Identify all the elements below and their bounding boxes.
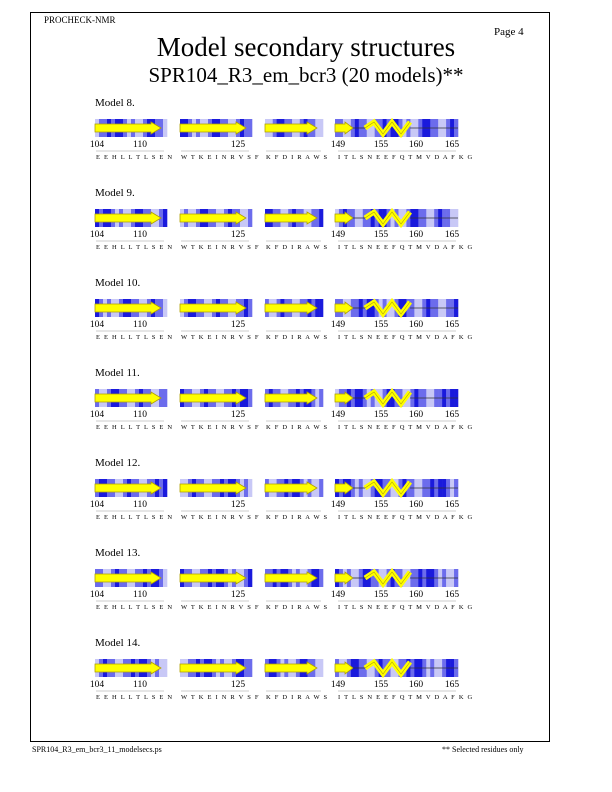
residue-number: 165 bbox=[444, 500, 460, 510]
model-label: Model 10. bbox=[95, 277, 141, 289]
residue-number: 125 bbox=[230, 680, 246, 690]
residue-number: 149 bbox=[330, 590, 346, 600]
model-row bbox=[90, 637, 474, 701]
strand-arrow bbox=[95, 302, 161, 314]
residue-sequence: I T L S N E E F Q T M V D A F K G bbox=[338, 424, 474, 431]
model-row bbox=[90, 97, 474, 161]
residue-number: 110 bbox=[133, 410, 147, 420]
residue-number: 160 bbox=[408, 320, 424, 330]
shading-cell bbox=[248, 569, 252, 587]
page-number: Page 4 bbox=[494, 26, 524, 38]
strand-arrow bbox=[265, 662, 317, 674]
strand-arrow bbox=[180, 122, 246, 134]
model-label: Model 9. bbox=[95, 187, 135, 199]
residue-number: 165 bbox=[444, 320, 460, 330]
residue-number: 155 bbox=[373, 500, 389, 510]
residue-number: 110 bbox=[133, 140, 147, 150]
shading-cell bbox=[163, 569, 167, 587]
residue-number: 165 bbox=[444, 590, 460, 600]
residue-number: 104 bbox=[89, 500, 105, 510]
residue-number: 160 bbox=[408, 500, 424, 510]
shading-cell bbox=[319, 299, 323, 317]
residue-sequence: I T L S N E E F Q T M V D A F K G bbox=[338, 154, 474, 161]
residue-number: 110 bbox=[133, 320, 147, 330]
residue-number: 104 bbox=[89, 320, 105, 330]
page-title: Model secondary structures bbox=[156, 32, 456, 62]
model-label: Model 8. bbox=[95, 97, 135, 109]
residue-sequence: K F D I R A W S bbox=[266, 514, 329, 521]
residue-number: 149 bbox=[330, 410, 346, 420]
residue-number: 160 bbox=[408, 230, 424, 240]
residue-number: 125 bbox=[230, 590, 246, 600]
model-row bbox=[90, 277, 474, 341]
residue-number: 110 bbox=[133, 500, 147, 510]
shading-cell bbox=[163, 299, 167, 317]
footer-note: ** Selected residues only bbox=[442, 745, 524, 754]
residue-sequence: I T L S N E E F Q T M V D A F K G bbox=[338, 244, 474, 251]
residue-number: 155 bbox=[373, 680, 389, 690]
residue-number: 155 bbox=[373, 590, 389, 600]
residue-sequence: W T K E I N R V S F bbox=[181, 334, 260, 341]
residue-number: 104 bbox=[89, 230, 105, 240]
shading-cell bbox=[248, 389, 252, 407]
residue-number: 110 bbox=[133, 230, 147, 240]
strand-arrow bbox=[265, 212, 317, 224]
residue-number: 165 bbox=[444, 680, 460, 690]
strand-arrow bbox=[95, 482, 161, 494]
strand-arrow bbox=[180, 302, 246, 314]
shading-cell bbox=[319, 119, 323, 137]
model-label: Model 13. bbox=[95, 547, 141, 559]
residue-sequence: E E H L L T L S E N bbox=[96, 604, 174, 611]
residue-sequence: K F D I R A W S bbox=[266, 694, 329, 701]
model-row bbox=[90, 187, 474, 251]
shading-cell bbox=[319, 569, 323, 587]
shading-cell bbox=[163, 479, 167, 497]
residue-sequence: K F D I R A W S bbox=[266, 604, 329, 611]
residue-sequence: E E H L L T L S E N bbox=[96, 244, 174, 251]
strand-arrow bbox=[265, 122, 317, 134]
residue-number: 155 bbox=[373, 230, 389, 240]
residue-sequence: K F D I R A W S bbox=[266, 334, 329, 341]
residue-number: 165 bbox=[444, 230, 460, 240]
strand-arrow bbox=[265, 482, 317, 494]
residue-number: 125 bbox=[230, 230, 246, 240]
shading-cell bbox=[163, 209, 167, 227]
residue-sequence: I T L S N E E F Q T M V D A F K G bbox=[338, 514, 474, 521]
shading-cell bbox=[248, 299, 252, 317]
residue-number: 104 bbox=[89, 410, 105, 420]
strand-arrow bbox=[180, 482, 246, 494]
residue-sequence: W T K E I N R V S F bbox=[181, 244, 260, 251]
model-label: Model 11. bbox=[95, 367, 140, 379]
residue-sequence: I T L S N E E F Q T M V D A F K G bbox=[338, 334, 474, 341]
residue-number: 125 bbox=[230, 500, 246, 510]
residue-number: 160 bbox=[408, 140, 424, 150]
model-label: Model 12. bbox=[95, 457, 141, 469]
residue-sequence: K F D I R A W S bbox=[266, 424, 329, 431]
residue-number: 160 bbox=[408, 680, 424, 690]
residue-sequence: I T L S N E E F Q T M V D A F K G bbox=[338, 604, 474, 611]
residue-sequence: W T K E I N R V S F bbox=[181, 424, 260, 431]
residue-number: 104 bbox=[89, 590, 105, 600]
shading-cell bbox=[248, 479, 252, 497]
residue-number: 160 bbox=[408, 590, 424, 600]
residue-sequence: E E H L L T L S E N bbox=[96, 334, 174, 341]
strand-arrow bbox=[95, 212, 161, 224]
residue-sequence: K F D I R A W S bbox=[266, 154, 329, 161]
residue-sequence: W T K E I N R V S F bbox=[181, 514, 260, 521]
shading-cell bbox=[319, 659, 323, 677]
strand-arrow bbox=[180, 392, 246, 404]
shading-cell bbox=[248, 209, 252, 227]
strand-arrow bbox=[95, 662, 161, 674]
strand-arrow bbox=[95, 572, 161, 584]
residue-sequence: E E H L L T L S E N bbox=[96, 424, 174, 431]
residue-number: 165 bbox=[444, 410, 460, 420]
residue-sequence: K F D I R A W S bbox=[266, 244, 329, 251]
model-row bbox=[90, 367, 474, 431]
shading-cell bbox=[163, 389, 167, 407]
residue-number: 149 bbox=[330, 680, 346, 690]
shading-cell bbox=[319, 479, 323, 497]
residue-number: 125 bbox=[230, 410, 246, 420]
strand-arrow bbox=[265, 302, 317, 314]
shading-cell bbox=[163, 659, 167, 677]
shading-cell bbox=[248, 659, 252, 677]
strand-arrow bbox=[265, 572, 317, 584]
residue-sequence: E E H L L T L S E N bbox=[96, 514, 174, 521]
residue-number: 125 bbox=[230, 320, 246, 330]
residue-number: 155 bbox=[373, 320, 389, 330]
residue-number: 104 bbox=[89, 680, 105, 690]
residue-number: 110 bbox=[133, 680, 147, 690]
model-row bbox=[90, 547, 474, 611]
shading-cell bbox=[248, 119, 252, 137]
strand-arrow bbox=[180, 212, 246, 224]
residue-number: 125 bbox=[230, 140, 246, 150]
footer-filename: SPR104_R3_em_bcr3_11_modelsecs.ps bbox=[32, 745, 162, 754]
strand-arrow bbox=[180, 572, 246, 584]
residue-number: 149 bbox=[330, 230, 346, 240]
shading-cell bbox=[163, 119, 167, 137]
residue-sequence: I T L S N E E F Q T M V D A F K G bbox=[338, 694, 474, 701]
shading-cell bbox=[319, 389, 323, 407]
residue-sequence: W T K E I N R V S F bbox=[181, 154, 260, 161]
residue-sequence: W T K E I N R V S F bbox=[181, 694, 260, 701]
residue-number: 155 bbox=[373, 410, 389, 420]
residue-number: 149 bbox=[330, 500, 346, 510]
program-label: PROCHECK-NMR bbox=[44, 15, 116, 25]
page-subtitle: SPR104_R3_em_bcr3 (20 models)** bbox=[148, 63, 464, 87]
residue-number: 165 bbox=[444, 140, 460, 150]
residue-sequence: W T K E I N R V S F bbox=[181, 604, 260, 611]
residue-number: 149 bbox=[330, 320, 346, 330]
strand-arrow bbox=[265, 392, 317, 404]
strand-arrow bbox=[180, 662, 246, 674]
model-row bbox=[90, 457, 474, 521]
residue-number: 160 bbox=[408, 410, 424, 420]
residue-number: 110 bbox=[133, 590, 147, 600]
shading-cell bbox=[319, 209, 323, 227]
residue-number: 149 bbox=[330, 140, 346, 150]
model-label: Model 14. bbox=[95, 637, 141, 649]
strand-arrow bbox=[95, 392, 161, 404]
residue-number: 155 bbox=[373, 140, 389, 150]
residue-sequence: E E H L L T L S E N bbox=[96, 694, 174, 701]
strand-arrow bbox=[95, 122, 161, 134]
residue-number: 104 bbox=[89, 140, 105, 150]
residue-sequence: E E H L L T L S E N bbox=[96, 154, 174, 161]
